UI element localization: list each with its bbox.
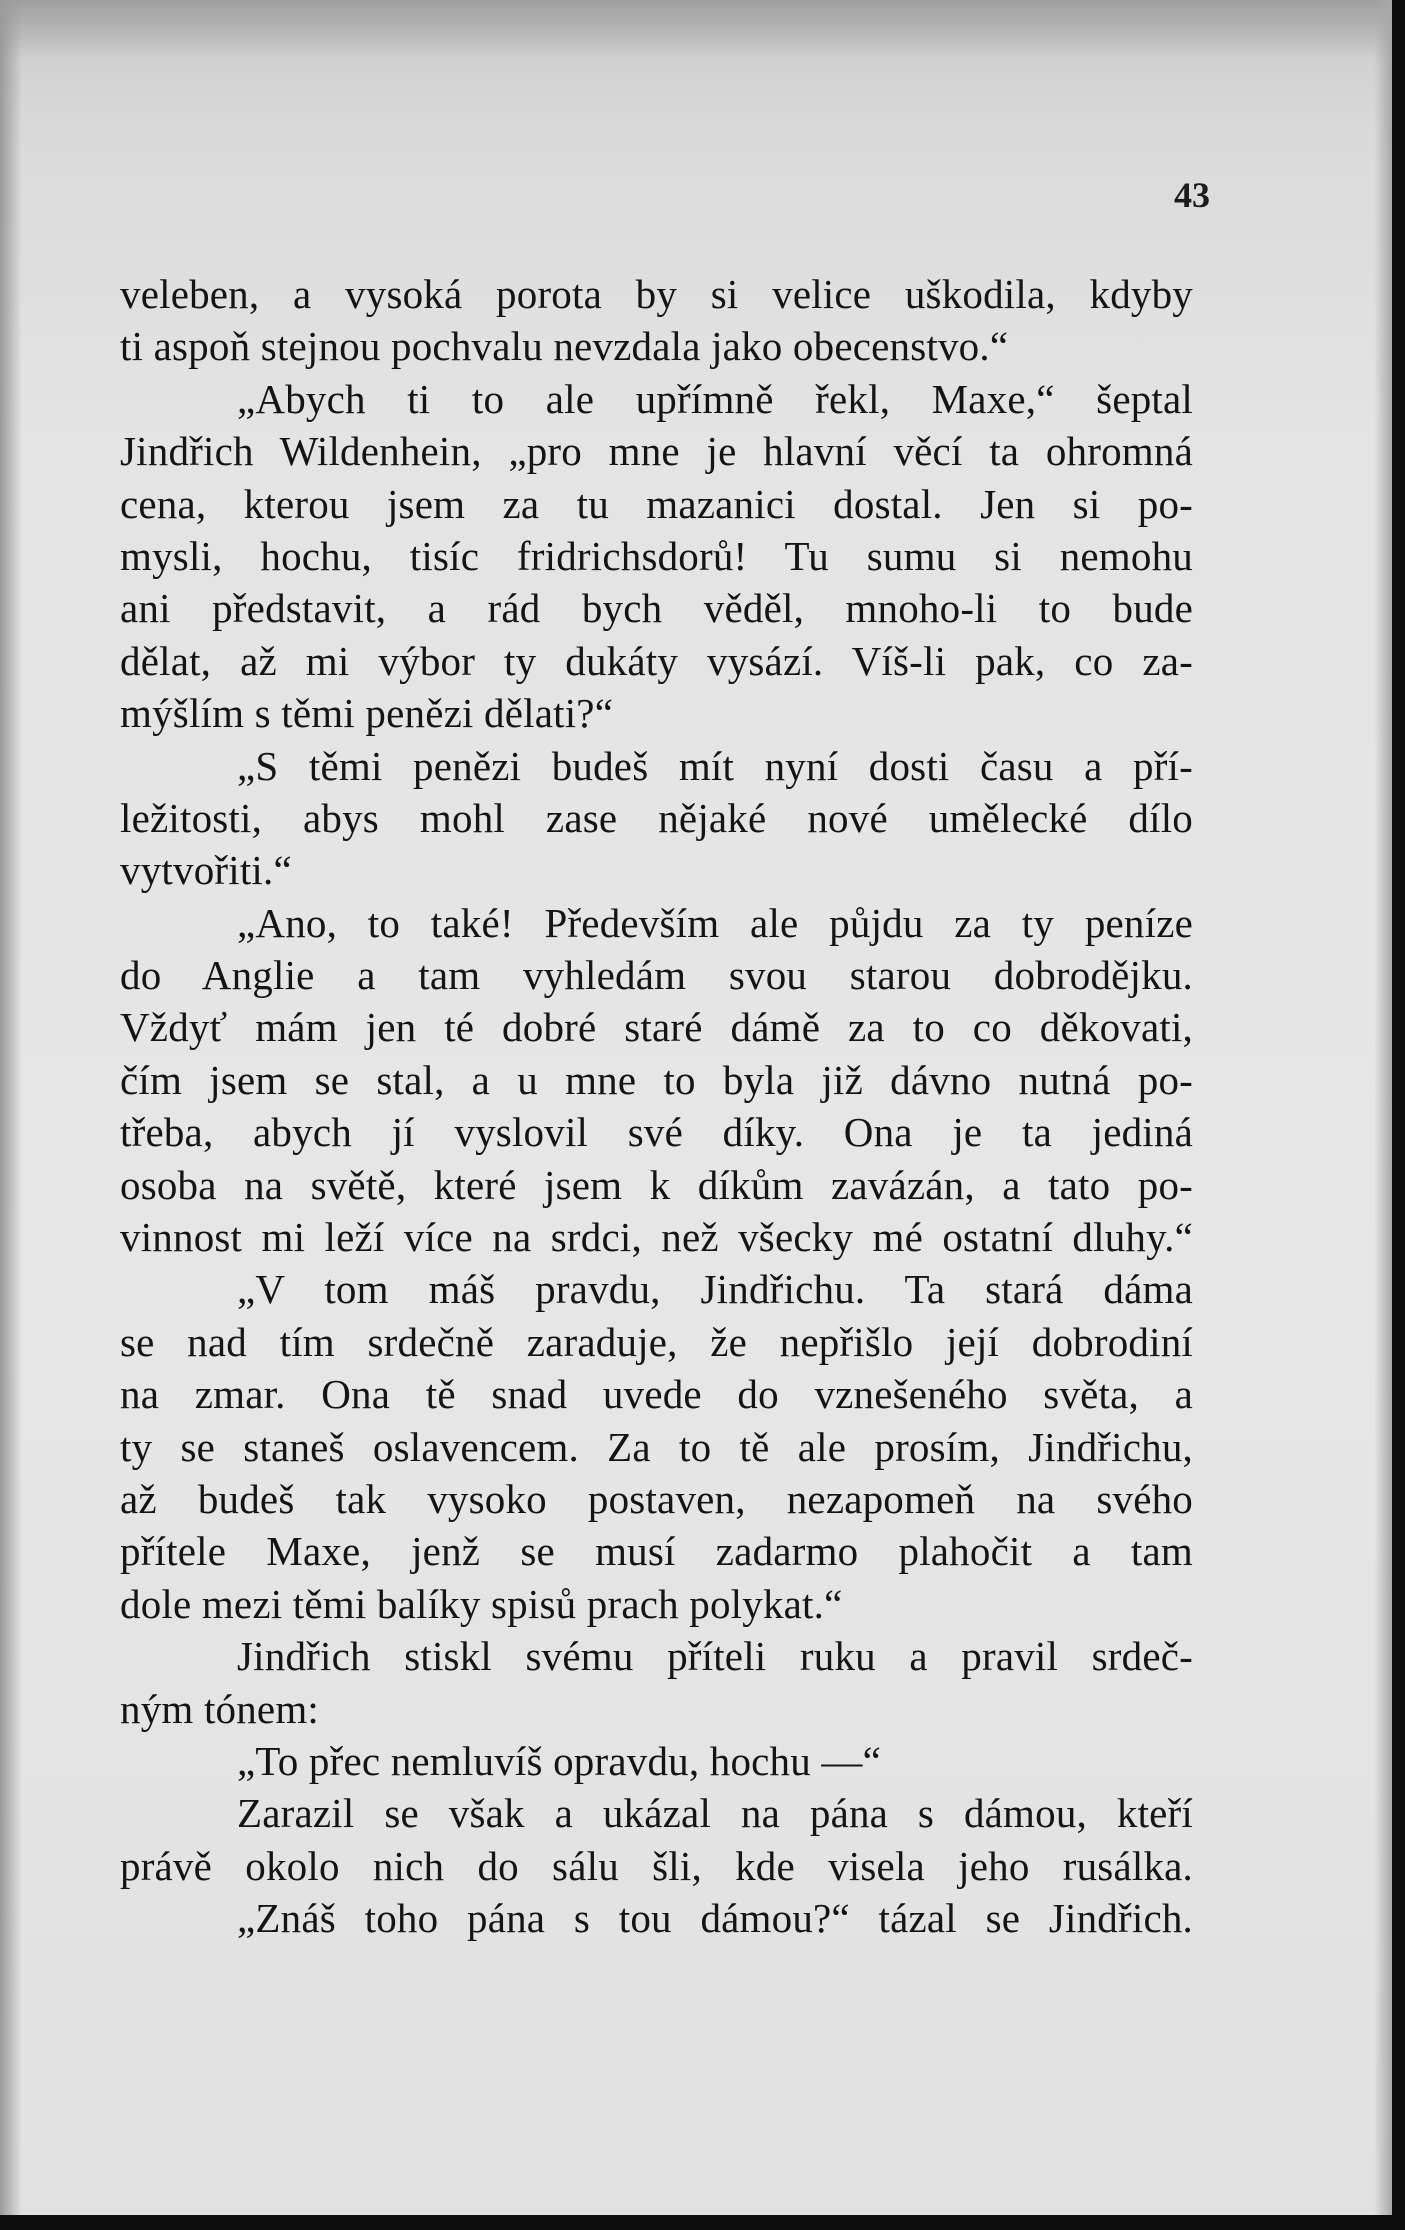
- text-line: se nad tím srdečně zaraduje, že nepřišlo její dobrodiní: [120, 1318, 1193, 1365]
- text-line: dělat, až mi výbor ty dukáty vysází. Víš-li pak, co za-: [120, 637, 1193, 684]
- text-line: do Anglie a tam vyhledám svou starou dobrodějku.: [120, 952, 1193, 999]
- text-line: právě okolo nich do sálu šli, kde visela jeho rusálka.: [120, 1842, 1193, 1889]
- text-line: přítele Maxe, jenž se musí zadarmo plahočit a tam: [120, 1528, 1193, 1575]
- text-line: ležitosti, abys mohl zase nějaké nové umělecké dílo: [120, 794, 1193, 841]
- text-line: mysli, hochu, tisíc fridrichsdorů! Tu sumu si nemohu: [120, 532, 1193, 579]
- text-line: „S těmi penězi budeš mít nyní dosti času a pří-: [237, 742, 1193, 789]
- text-line: vytvořiti.“: [120, 847, 292, 894]
- text-line: ným tónem:: [120, 1685, 320, 1732]
- text-line: Vždyť mám jen té dobré staré dámě za to co děkovati,: [120, 1004, 1193, 1051]
- text-line: ty se staneš oslavencem. Za to tě ale prosím, Jindřichu,: [120, 1423, 1193, 1470]
- text-line: „V tom máš pravdu, Jindřichu. Ta stará dáma: [237, 1266, 1193, 1313]
- text-line: Zarazil se však a ukázal na pána s dámou, kteří: [237, 1790, 1193, 1837]
- page-number: 43: [1174, 175, 1210, 215]
- page-text-body: [120, 268, 1193, 1945]
- text-line: Jindřich stiskl svému příteli ruku a pravil srdeč-: [237, 1633, 1193, 1680]
- page-edge-shadow-top: [0, 0, 1392, 60]
- text-line: na zmar. Ona tě snad uvede do vznešeného světa, a: [120, 1371, 1193, 1418]
- text-line: mýšlím s těmi penězi dělati?“: [120, 690, 614, 737]
- text-line: čím jsem se stal, a u mne to byla již dávno nutná po-: [120, 1056, 1193, 1103]
- text-line: třeba, abych jí vyslovil své díky. Ona je ta jediná: [120, 1109, 1193, 1156]
- text-line: cena, kterou jsem za tu mazanici dostal. Jen si po-: [120, 480, 1193, 527]
- page-edge-shadow-right: [1374, 0, 1392, 2215]
- text-line: „Abych ti to ale upřímně řekl, Maxe,“ šeptal: [237, 375, 1193, 422]
- text-line: veleben, a vysoká porota by si velice uškodila, kdyby: [120, 271, 1193, 317]
- page-edge-shadow-left: [0, 0, 22, 2215]
- text-line: ani představit, a rád bych věděl, mnoho-li to bude: [120, 585, 1193, 632]
- text-line: dole mezi těmi balíky spisů prach polykat.“: [120, 1580, 843, 1627]
- text-line: Jindřich Wildenhein, „pro mne je hlavní věcí ta ohromná: [120, 428, 1193, 475]
- text-line: „Znáš toho pána s tou dámou?“ tázal se Jindřich.: [237, 1895, 1193, 1942]
- text-line: „To přec nemluvíš opravdu, hochu —“: [237, 1737, 882, 1784]
- text-line: ti aspoň stejnou pochvalu nevzdala jako obecenstvo.“: [120, 323, 1009, 370]
- text-line: osoba na světě, které jsem k díkům zavázán, a tato po-: [120, 1161, 1193, 1208]
- text-line: až budeš tak vysoko postaven, nezapomeň na svého: [120, 1475, 1193, 1522]
- text-line: vinnost mi leží více na srdci, než všecky mé ostatní dluhy.“: [120, 1214, 1193, 1261]
- text-line: „Ano, to také! Především ale půjdu za ty peníze: [237, 899, 1193, 946]
